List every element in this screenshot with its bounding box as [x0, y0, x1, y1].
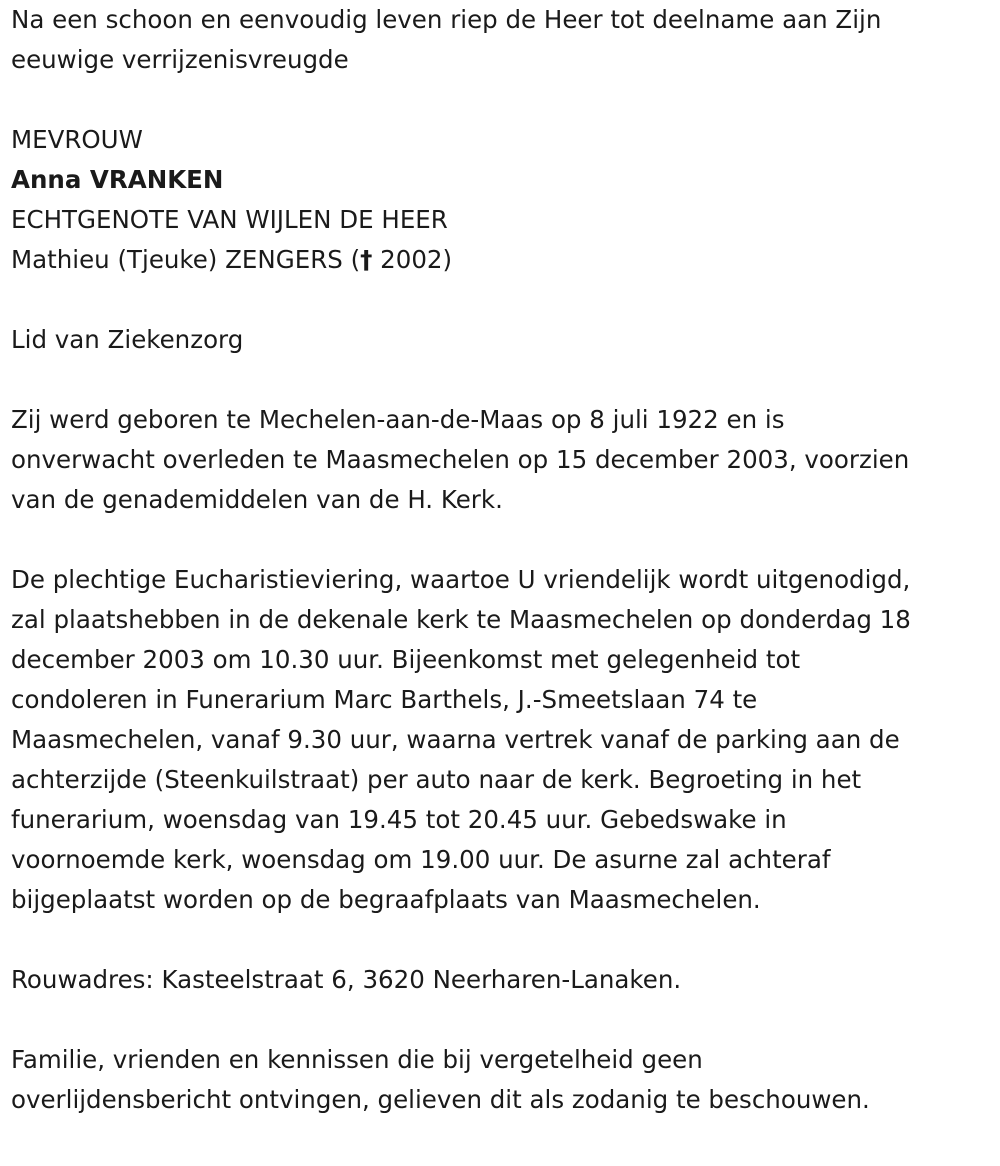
spacer — [11, 80, 996, 120]
birth-death-line: Zij werd geboren te Mechelen-aan-de-Maas op 8 juli 1922 en is — [11, 405, 785, 434]
spacer — [11, 1000, 996, 1040]
closing-line: overlijdensbericht ontvingen, gelieven dit als zodanig te beschouwen. — [11, 1085, 870, 1114]
intro-line: Na een schoon en eenvoudig leven riep de Heer tot deelname aan Zijn — [11, 5, 882, 34]
spacer — [11, 920, 996, 960]
ceremony-line: december 2003 om 10.30 uur. Bijeenkomst met gelegenheid tot — [11, 645, 801, 674]
birth-death-line: van de genademiddelen van de H. Kerk. — [11, 485, 503, 514]
ceremony-line: Maasmechelen, vanaf 9.30 uur, waarna vertrek vanaf de parking aan de — [11, 725, 900, 754]
cross-icon: † — [360, 245, 373, 274]
spouse-name: Mathieu (Tjeuke) ZENGERS ( — [11, 245, 361, 274]
intro-line: eeuwige verrijzenisvreugde — [11, 45, 349, 74]
spouse-death-year: 2002) — [372, 245, 453, 274]
spacer — [11, 360, 996, 400]
birth-death-paragraph — [11, 400, 996, 520]
ceremony-line: funerarium, woensdag van 19.45 tot 20.45 uur. Gebedswake in — [11, 805, 787, 834]
mourning-address: Rouwadres: Kasteelstraat 6, 3620 Neerharen-Lanaken. — [11, 965, 682, 994]
membership-line: Lid van Ziekenzorg — [11, 325, 244, 354]
birth-death-line: onverwacht overleden te Maasmechelen op 15 december 2003, voorzien — [11, 445, 910, 474]
ceremony-line: condoleren in Funerarium Marc Barthels, J.-Smeetslaan 74 te — [11, 685, 758, 714]
ceremony-paragraph — [11, 560, 996, 920]
deceased-block — [11, 120, 996, 280]
spouse-line — [11, 240, 996, 280]
deceased-name: Anna VRANKEN — [11, 165, 224, 194]
spacer — [11, 520, 996, 560]
spacer — [11, 280, 996, 320]
deceased-relation: ECHTGENOTE VAN WIJLEN DE HEER — [11, 205, 448, 234]
obituary-notice — [11, 0, 996, 1120]
ceremony-line: voornoemde kerk, woensdag om 19.00 uur. De asurne zal achteraf — [11, 845, 831, 874]
closing-paragraph — [11, 1040, 996, 1120]
deceased-title: MEVROUW — [11, 125, 143, 154]
ceremony-line: achterzijde (Steenkuilstraat) per auto naar de kerk. Begroeting in het — [11, 765, 862, 794]
intro-paragraph — [11, 0, 996, 80]
ceremony-line: De plechtige Eucharistieviering, waartoe U vriendelijk wordt uitgenodigd, — [11, 565, 911, 594]
ceremony-line: bijgeplaatst worden op de begraafplaats van Maasmechelen. — [11, 885, 761, 914]
ceremony-line: zal plaatshebben in de dekenale kerk te Maasmechelen op donderdag 18 — [11, 605, 911, 634]
closing-line: Familie, vrienden en kennissen die bij vergetelheid geen — [11, 1045, 703, 1074]
